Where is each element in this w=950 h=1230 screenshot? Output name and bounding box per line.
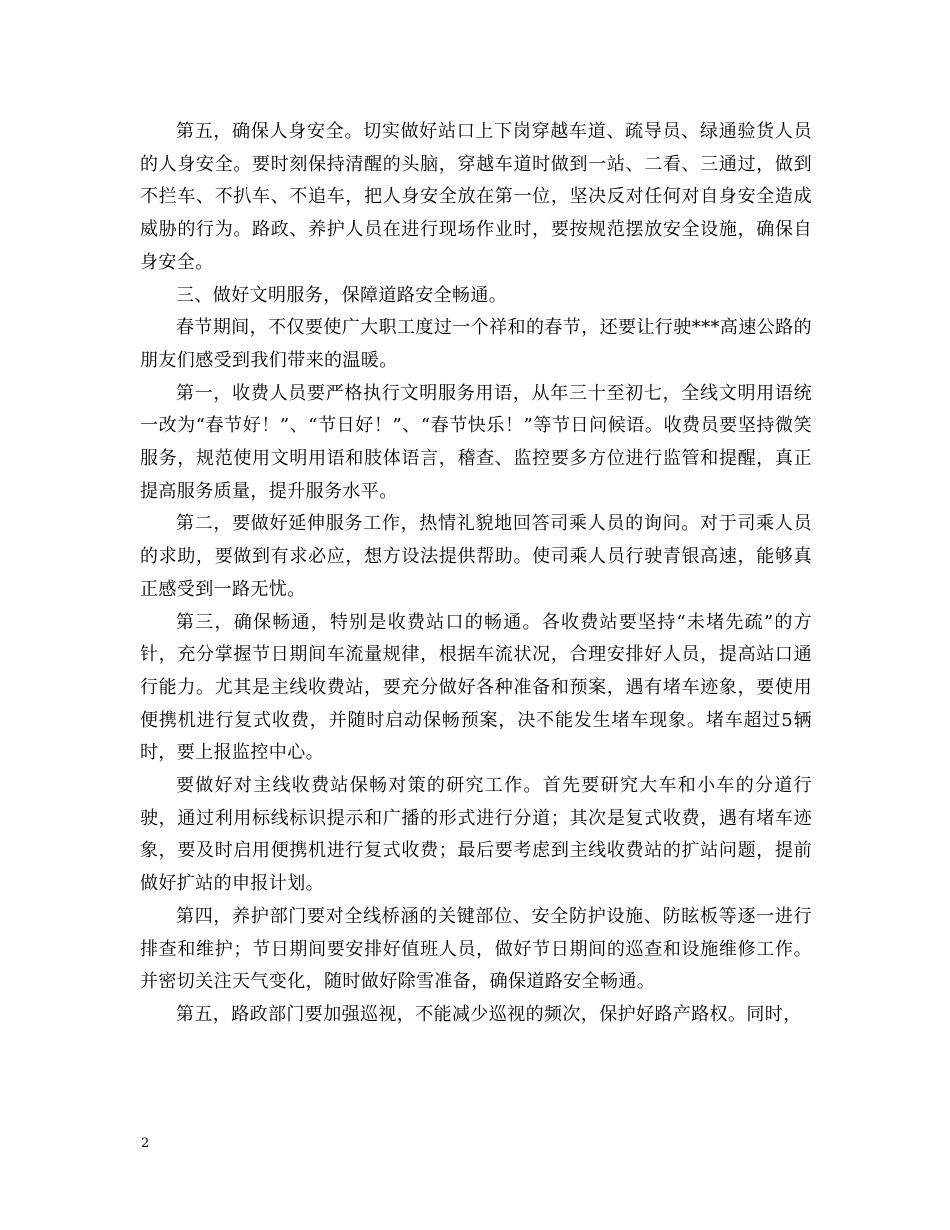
- paragraph-road-administration: 第五，路政部门要加强巡视，不能减少巡视的频次，保护好路产路权。同时，: [176, 1003, 802, 1025]
- paragraph-mainline-toll-research: 要做好对主线收费站保畅对策的研究工作。首先要研究大车和小车的分道行驶，通过利用标线标识提示和广播的形式进行分道；其次是复式收费，遇有堵车迹象，要及时启用便携机进行复式收费；最后要考虑到主线收费站的扩站问题，提前做好扩站的申报计划。: [140, 775, 812, 895]
- paragraph-personal-safety: 第五，确保人身安全。切实做好站口上下岗穿越车道、疏导员、绿通验货人员的人身安全。要时刻保持清醒的头脑，穿越车道时做到一站、二看、三通过，做到不拦车、不扒车、不追车，把人身安全放在第一位，坚决反对任何对自身安全造成威胁的行为。路政、养护人员在进行现场作业时，要按规范摆放安全设施，确保自身安全。: [140, 121, 812, 273]
- section-heading-civilized-service: 三、做好文明服务，保障道路安全畅通。: [176, 284, 508, 306]
- body-text: [140, 116, 812, 1032]
- paragraph-ensure-flow: 第三，确保畅通，特别是收费站口的畅通。各收费站要坚持“未堵先疏”的方针，充分掌握节日期间车流量规律，根据车流状况，合理安排好人员，提高站口通行能力。尤其是主线收费站，要充分做好各种准备和预案，遇有堵车迹象，要使用便携机进行复式收费，并随时启动保畅预案，决不能发生堵车现象。堵车超过5辆时，要上报监控中心。: [140, 611, 812, 764]
- paragraph-spring-festival-intro: 春节期间，不仅要使广大职工度过一个祥和的春节，还要让行驶***高速公路的朋友们感受到我们带来的温暖。: [140, 317, 812, 371]
- paragraph-service-language: 第一，收费人员要严格执行文明服务用语，从年三十至初七，全线文明用语统一改为“春节好！”、“节日好！”、“春节快乐！”等节日问候语。收费员要坚持微笑服务，规范使用文明用语和肢体语言，稽查、监控要多方位进行监管和提醒，真正提高服务质量，提升服务水平。: [140, 382, 812, 502]
- page-number: 2: [141, 1136, 150, 1151]
- paragraph-extended-service: 第二，要做好延伸服务工作，热情礼貌地回答司乘人员的询问。对于司乘人员的求助，要做到有求必应，想方设法提供帮助。使司乘人员行驶青银高速，能够真正感受到一路无忧。: [140, 513, 812, 600]
- paragraph-maintenance: 第四，养护部门要对全线桥涵的关键部位、安全防护设施、防眩板等逐一进行排查和维护；节日期间要安排好值班人员，做好节日期间的巡查和设施维修工作。并密切关注天气变化，随时做好除雪准备，确保道路安全畅通。: [140, 905, 812, 993]
